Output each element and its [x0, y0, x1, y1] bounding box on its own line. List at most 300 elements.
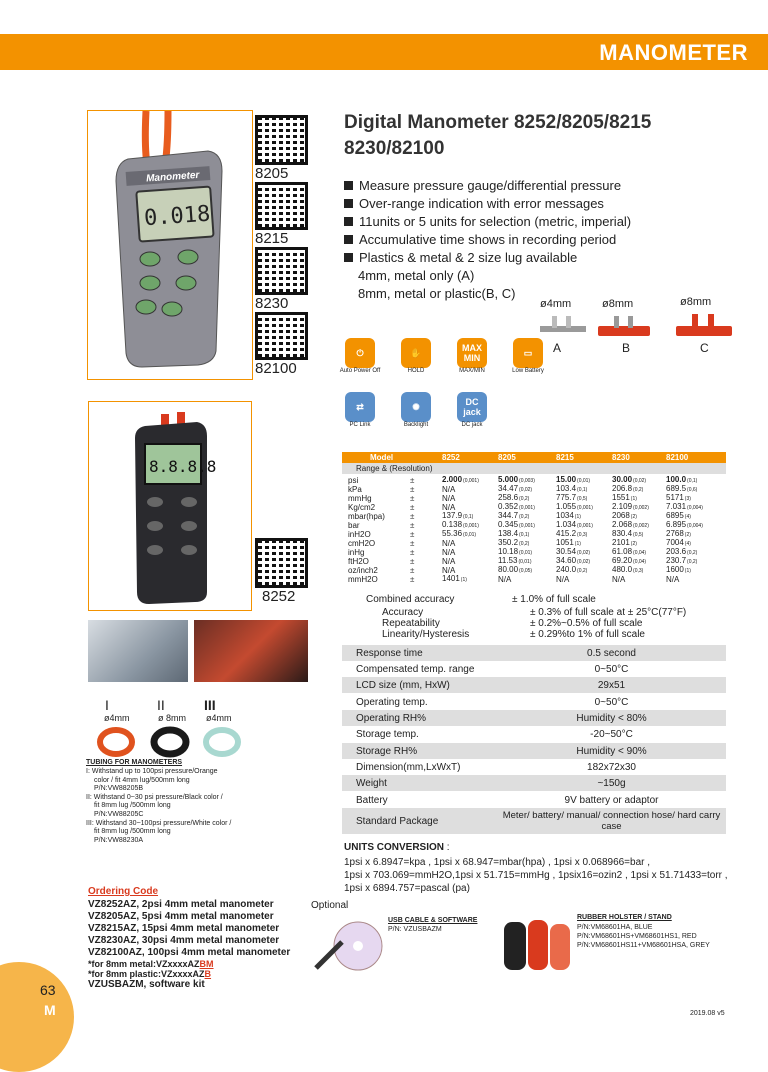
spec-value: 0~50°C	[594, 696, 629, 708]
qr-code[interactable]	[255, 538, 308, 588]
pc-link-icon: ⇄	[345, 392, 375, 422]
holster-title: RUBBER HOLSTER / STAND	[577, 914, 672, 921]
th-model: Model	[370, 453, 394, 462]
range-resolution: (2)	[684, 532, 691, 538]
range-value: 34.47	[498, 484, 519, 493]
range-value: 0.352	[498, 502, 519, 511]
feature-icons-row2	[338, 392, 494, 428]
range-value: 7.031	[666, 502, 687, 511]
qr-column	[255, 115, 310, 377]
tubing-numeral: II	[157, 697, 165, 713]
range-resolution: (0,004)	[687, 505, 703, 511]
units-conversion-title-text: UNITS CONVERSION	[344, 842, 445, 853]
range-resolution: (1)	[574, 541, 581, 547]
icon-caption: MAX/MIN	[459, 368, 485, 374]
th-8215: 8215	[556, 453, 574, 462]
range-rows	[342, 474, 726, 584]
range-value: 240.0	[556, 565, 577, 574]
usb-pn: P/N: VZUSBAZM	[388, 926, 442, 933]
icon-caption: PC Link	[349, 422, 371, 428]
hold-icon: ✋	[401, 338, 431, 368]
qr-label-8230: 8230	[255, 295, 289, 312]
range-unit: cmH2O	[348, 539, 376, 548]
combined-accuracy-value: ± 1.0% of full scale	[512, 594, 596, 605]
ordering-code-title: Ordering Code	[88, 886, 159, 897]
range-value: 689.5	[666, 484, 687, 493]
product-title	[344, 110, 651, 162]
spec-row	[342, 775, 726, 791]
ordering-metal	[88, 959, 290, 969]
range-value: 230.7	[666, 556, 687, 565]
page-number: 63	[40, 982, 56, 998]
feature-item: Over-range indication with error messages	[344, 196, 604, 211]
page-tab	[0, 962, 74, 1072]
auto-power-off-icon: ⏻	[345, 338, 375, 368]
range-plusminus: ±	[410, 476, 415, 485]
spec-row	[342, 694, 726, 710]
tubing-size: ø4mm	[104, 713, 130, 723]
range-value: 1051	[556, 538, 574, 547]
range-value: 5171	[666, 493, 684, 502]
spec-value: Humidity < 80%	[576, 712, 647, 724]
feature-sub: 4mm, metal only (A)	[358, 268, 475, 283]
icon-group	[450, 338, 494, 374]
ordering-item: VZ8215AZ, 15psi 4mm metal manometer	[88, 923, 280, 934]
spec-row	[342, 645, 726, 661]
spec-row	[342, 710, 726, 726]
range-plusminus: ±	[410, 548, 415, 557]
range-value: 7004	[666, 538, 684, 547]
tubing-size: ø 8mm	[158, 713, 186, 723]
range-plusminus: ±	[410, 575, 415, 584]
spec-row	[342, 677, 726, 693]
range-unit: mmHg	[348, 494, 372, 503]
feature-item: Accumulative time shows in recording period	[344, 232, 616, 247]
ordering-plastic-prefix: *for 8mm plastic:VZxxxxAZ	[88, 969, 205, 979]
ordering-item: VZ8205AZ, 5psi 4mm metal manometer	[88, 911, 274, 922]
range-cell	[442, 494, 498, 503]
combined-accuracy-label: Combined accuracy	[366, 594, 455, 605]
tubing-line: II: Withstand 0~30 psi pressure/Black color /	[86, 793, 223, 801]
tubing-title: TUBING FOR MANOMETERS	[86, 759, 183, 766]
range-value: N/A	[442, 485, 456, 494]
device-brand: Manometer	[145, 169, 200, 185]
range-value: 1600	[666, 565, 684, 574]
print-date: 2019.08 v5	[690, 1010, 725, 1017]
spec-value: 9V battery or adaptor	[564, 794, 659, 806]
range-unit: Kg/cm2	[348, 503, 376, 512]
spec-label: Dimension(mm,LxWxT)	[356, 761, 461, 773]
range-cell	[442, 557, 498, 566]
low-battery-icon: ▭	[513, 338, 543, 368]
th-8230: 8230	[612, 453, 630, 462]
lug-label-c: C	[700, 341, 709, 355]
range-resolution: (0,04)	[633, 550, 647, 556]
range-unit: oz/inch2	[348, 566, 378, 575]
spec-label: LCD size (mm, HxW)	[356, 679, 450, 691]
spec-label: Weight	[356, 777, 387, 789]
range-value: 138.4	[498, 529, 519, 538]
tubing-size: ø4mm	[206, 713, 232, 723]
range-resolution: (0,2)	[519, 514, 530, 520]
linearity-label: Linearity/Hysteresis	[382, 629, 470, 640]
range-value: 5.000	[498, 475, 519, 484]
usb-title: USB CABLE & SOFTWARE	[388, 917, 478, 924]
spec-value: -20~50°C	[590, 728, 633, 740]
range-value: 6.895	[666, 520, 687, 529]
range-value: 2068	[612, 511, 630, 520]
range-resolution: (0,01)	[463, 532, 477, 538]
range-cell	[442, 548, 498, 557]
lug-label-b: B	[622, 341, 631, 355]
feature-item: 11units or 5 units for selection (metric, imperial)	[344, 214, 631, 229]
range-resolution: (0,02)	[519, 487, 533, 493]
range-resolution: (0,001)	[577, 505, 593, 511]
qr-label-8205: 8205	[255, 165, 289, 182]
range-resolution: (0,1)	[463, 514, 474, 520]
range-plusminus: ±	[410, 503, 415, 512]
range-value: N/A	[442, 494, 456, 503]
range-value: 2.068	[612, 520, 633, 529]
range-value: 415.2	[556, 529, 577, 538]
range-unit: mmH2O	[348, 575, 378, 584]
units-conversion-line: 1psi x 703.069=mmH2O,1psi x 51.715=mmHg , 1psix16=ozin2 , 1psi x 51.71433=torr ,	[344, 870, 728, 881]
range-value: N/A	[442, 503, 456, 512]
th-82100: 82100	[666, 453, 689, 462]
range-cell	[498, 575, 556, 584]
product-photo-main	[87, 110, 253, 380]
range-value: 1551	[612, 493, 630, 502]
icon-caption: Backlight	[403, 422, 429, 428]
device-reading: 0.018	[143, 201, 212, 232]
spec-row	[342, 759, 726, 775]
spec-label: Storage RH%	[356, 745, 418, 757]
units-conversion-line: 1psi x 6894.757=pascal (pa)	[344, 883, 470, 894]
range-resolution: (0,04)	[633, 559, 647, 565]
range-resolution: (4)	[684, 514, 691, 520]
accuracy-label: Accuracy	[382, 607, 424, 618]
spec-row	[342, 792, 726, 808]
range-resolution: (0,5)	[577, 496, 588, 502]
range-row	[342, 575, 726, 584]
range-resolution: (1)	[684, 568, 691, 574]
range-resolution: (0,003)	[519, 478, 535, 484]
range-resolution: (0,3)	[577, 532, 588, 538]
range-value: N/A	[556, 575, 570, 584]
qr-code[interactable]	[255, 247, 308, 295]
range-value: 2.000	[442, 475, 463, 484]
range-value: 30.00	[612, 475, 633, 484]
spec-value: 29x51	[597, 679, 626, 691]
tubing-line: P/N:VW88205C	[94, 810, 144, 818]
range-plusminus: ±	[410, 521, 415, 530]
qr-label-8252: 8252	[262, 588, 296, 605]
range-resolution: (0,05)	[519, 568, 533, 574]
range-plusminus: ±	[410, 557, 415, 566]
range-value: N/A	[498, 575, 512, 584]
range-resolution: (4)	[684, 541, 691, 547]
qr-code[interactable]	[255, 312, 308, 360]
spec-label: Operating RH%	[356, 712, 427, 724]
spec-row	[342, 808, 726, 834]
icon-group	[394, 338, 438, 374]
ordering-plastic	[88, 969, 290, 979]
ordering-metal-prefix: *for 8mm metal:VZxxxxAZ	[88, 959, 200, 969]
range-resolution: (0,01)	[518, 559, 532, 565]
range-plusminus: ±	[410, 494, 415, 503]
range-value: 350.2	[498, 538, 519, 547]
spec-value: 0.5 second	[587, 647, 636, 659]
lug-images	[530, 312, 740, 342]
holster-line: P/N:VM68601HA, BLUE	[577, 924, 653, 931]
range-resolution: (0,2)	[633, 487, 644, 493]
range-resolution: (0,02)	[633, 478, 647, 484]
range-resolution: (0,1)	[577, 487, 588, 493]
range-value: N/A	[612, 575, 626, 584]
range-resolution: (3)	[684, 496, 691, 502]
qr-code[interactable]	[255, 115, 308, 165]
optional-label: Optional	[311, 900, 349, 911]
section-title: MANOMETER	[599, 40, 748, 65]
range-resolution: (0,002)	[633, 523, 649, 529]
lug-size-b: ø8mm	[602, 298, 634, 310]
range-value: N/A	[442, 566, 456, 575]
spec-row	[342, 726, 726, 742]
ordering-item: VZ8230AZ, 30psi 4mm metal manometer	[88, 935, 280, 946]
tubing-line: P/N:VW88230A	[94, 836, 144, 844]
max-min-icon: MAX MIN	[457, 338, 487, 368]
range-resolution: (0,001)	[463, 478, 479, 484]
page-letter: M	[44, 1002, 56, 1018]
range-cell	[442, 539, 498, 548]
range-resolution: (0,001)	[519, 505, 535, 511]
range-value: 30.54	[556, 547, 577, 556]
tubing-numeral: I	[105, 697, 109, 713]
range-resolution: (0,3)	[633, 568, 644, 574]
range-resolution: (0,1)	[687, 478, 698, 484]
range-cell	[442, 485, 498, 494]
feature-item: Measure pressure gauge/differential pressure	[344, 178, 621, 193]
range-value: 206.8	[612, 484, 633, 493]
application-photo-2	[194, 620, 308, 682]
range-value: 34.60	[556, 556, 577, 565]
th-8252: 8252	[442, 453, 460, 462]
tubing-line: color / fit 4mm lug/500mm long	[94, 776, 190, 784]
range-value: 203.6	[666, 547, 687, 556]
dc-jack-icon: DC jack	[457, 392, 487, 422]
range-value: 1.034	[556, 520, 577, 529]
spec-row	[342, 743, 726, 759]
range-value: 137.9	[442, 511, 463, 520]
range-value: 775.7	[556, 493, 577, 502]
feature-icons-row1	[338, 338, 550, 374]
range-cell	[612, 575, 666, 584]
range-resolution: (0,2)	[519, 496, 530, 502]
range-value: 103.4	[556, 484, 577, 493]
range-value: 0.345	[498, 520, 519, 529]
icon-group	[506, 338, 550, 374]
range-plusminus: ±	[410, 566, 415, 575]
range-value: N/A	[666, 575, 680, 584]
range-value: 1.055	[556, 502, 577, 511]
spec-label: Battery	[356, 794, 388, 806]
holster-lines	[577, 923, 710, 950]
spec-label: Storage temp.	[356, 728, 419, 740]
range-value: 344.7	[498, 511, 519, 520]
tubing-numeral: III	[204, 697, 216, 713]
tubing-line: I: Withstand up to 100psi pressure/Orange	[86, 768, 218, 775]
spec-label: Standard Package	[356, 815, 439, 827]
repeatability-value: ± 0.2%~0.5% of full scale	[530, 618, 643, 629]
icon-caption: Auto Power Off	[339, 368, 381, 374]
range-resolution: (1)	[460, 577, 467, 583]
lug-size-a: ø4mm	[540, 298, 572, 310]
spec-label: Operating temp.	[356, 696, 428, 708]
range-resolution: (2)	[630, 541, 637, 547]
qr-code[interactable]	[255, 182, 308, 230]
range-value: 258.6	[498, 493, 519, 502]
icon-caption: HOLD	[407, 368, 425, 374]
holster-line: P/N:VM68601HS11+VM68601HSA, GREY	[577, 942, 710, 949]
ordering-kit: VZUSBAZM, software kit	[88, 979, 205, 990]
range-value: 100.0	[666, 475, 687, 484]
feature-item: Plastics & metal & 2 size lug available	[344, 250, 577, 265]
icon-group	[450, 392, 494, 428]
range-value: 55.36	[442, 529, 463, 538]
units-conversion-line: 1psi x 6.8947=kpa , 1psi x 68.947=mbar(hpa) , 1psi x 0.068966=bar ,	[344, 857, 651, 868]
range-resolution: (0,002)	[633, 505, 649, 511]
range-resolution: (1)	[630, 496, 637, 502]
tubing-line: III: Withstand 30~100psi pressure/White color /	[86, 819, 232, 827]
range-value: 2101	[612, 538, 630, 547]
range-resolution: (0,2)	[519, 541, 530, 547]
range-resolution: (0,6)	[687, 487, 698, 493]
icon-group	[394, 392, 438, 428]
range-unit: kPa	[348, 485, 362, 494]
product-photo-8252	[88, 401, 252, 611]
spec-row	[342, 661, 726, 677]
spec-value: 182x72x30	[587, 761, 636, 773]
range-value: 11.53	[498, 556, 518, 565]
ordering-item: VZ82100AZ, 100psi 4mm metal manometer	[88, 947, 291, 958]
range-resolution: (0,001)	[463, 523, 479, 529]
range-resolution: (0,1)	[519, 532, 530, 538]
range-value: 1034	[556, 511, 574, 520]
range-resolution: (0,2)	[577, 568, 588, 574]
usb-cd-image	[312, 918, 386, 974]
range-unit: inHg	[348, 548, 365, 557]
spec-table	[342, 452, 726, 584]
range-value: 80.00	[498, 565, 519, 574]
range-value: 6895	[666, 511, 684, 520]
range-value: N/A	[442, 557, 456, 566]
range-value: 0.138	[442, 520, 463, 529]
range-plusminus: ±	[410, 485, 415, 494]
range-value: 2768	[666, 529, 684, 538]
range-cell	[666, 575, 716, 584]
spec-value: ~150g	[597, 777, 626, 789]
spec-value: Meter/ battery/ manual/ connection hose/ hard carry case	[502, 810, 721, 832]
range-value: N/A	[442, 548, 456, 557]
range-unit: psi	[348, 476, 359, 485]
application-photo-1	[88, 620, 188, 682]
range-cell	[442, 574, 498, 585]
range-value: 1401	[442, 574, 460, 583]
lug-label-a: A	[553, 341, 562, 355]
range-value: 480.0	[612, 565, 633, 574]
accuracy-value: ± 0.3% of full scale at ± 25°C(77°F)	[530, 607, 687, 618]
product-title-line2: 8230/82100	[344, 138, 445, 159]
ordering-code-list	[88, 899, 290, 991]
holster-line: P/N:VM68601HS+VM68601HS1, RED	[577, 933, 697, 940]
range-resolution: (1)	[574, 514, 581, 520]
range-value: 830.4	[612, 529, 633, 538]
units-conversion-title	[344, 842, 450, 853]
units-conversion-colon: :	[444, 842, 450, 853]
range-plusminus: ±	[410, 512, 415, 521]
range-value: 61.08	[612, 547, 633, 556]
range-unit: inH2O	[348, 530, 371, 539]
range-cell	[556, 575, 612, 584]
linearity-value: ± 0.29%to 1% of full scale	[530, 629, 645, 640]
range-resolution: (0,01)	[577, 478, 591, 484]
range-resolution: (0,001)	[519, 523, 535, 529]
icon-group	[338, 338, 382, 374]
range-unit: ftH2O	[348, 557, 369, 566]
backlight-icon: ✺	[401, 392, 431, 422]
ordering-plastic-suffix: B	[204, 969, 212, 979]
tubing-lines	[86, 768, 231, 845]
range-resolution: (2)	[630, 514, 637, 520]
range-value: 10.18	[498, 547, 519, 556]
spec-value: 0~50°C	[594, 663, 629, 675]
range-resolution: (0,5)	[633, 532, 644, 538]
ordering-item: VZ8252AZ, 2psi 4mm metal manometer	[88, 899, 274, 910]
icon-group	[338, 392, 382, 428]
icon-caption: Low Battery	[512, 368, 544, 374]
range-resolution: (0,02)	[577, 559, 591, 565]
spec-value: Humidity < 90%	[576, 745, 647, 757]
qr-label-82100: 82100	[255, 360, 297, 377]
range-plusminus: ±	[410, 530, 415, 539]
th-8205: 8205	[498, 453, 516, 462]
range-plusminus: ±	[410, 539, 415, 548]
range-resolution: (0,01)	[519, 550, 533, 556]
range-resolution: (0,004)	[687, 523, 703, 529]
icon-caption: DC jack	[461, 422, 483, 428]
tubing-coils	[96, 724, 246, 764]
range-value: 2.109	[612, 502, 633, 511]
range-value: N/A	[442, 539, 456, 548]
feature-sub: 8mm, metal or plastic(B, C)	[358, 286, 516, 301]
range-resolution: (0,2)	[687, 550, 698, 556]
spec-label: Compensated temp. range	[356, 663, 475, 675]
range-subheader: Range & (Resolution)	[342, 463, 726, 474]
range-value: 15.00	[556, 475, 577, 484]
range-unit: mbar(hpa)	[348, 512, 385, 521]
tubing-line: P/N:VW88205B	[94, 785, 144, 793]
product-title-line1: Digital Manometer 8252/8205/8215	[344, 112, 652, 133]
spec-label: Response time	[356, 647, 423, 659]
range-value: 69.20	[612, 556, 633, 565]
device-reading-8252: 8.8.8.8	[149, 457, 217, 476]
qr-label-8215: 8215	[255, 230, 289, 247]
spec-table-header	[342, 452, 726, 463]
tubing-line: fit 8mm lug /500mm long	[94, 828, 171, 836]
tubing-line: fit 8mm lug /500mm long	[94, 802, 171, 810]
lug-size-c: ø8mm	[680, 296, 712, 308]
rubber-holster-image	[498, 914, 574, 976]
